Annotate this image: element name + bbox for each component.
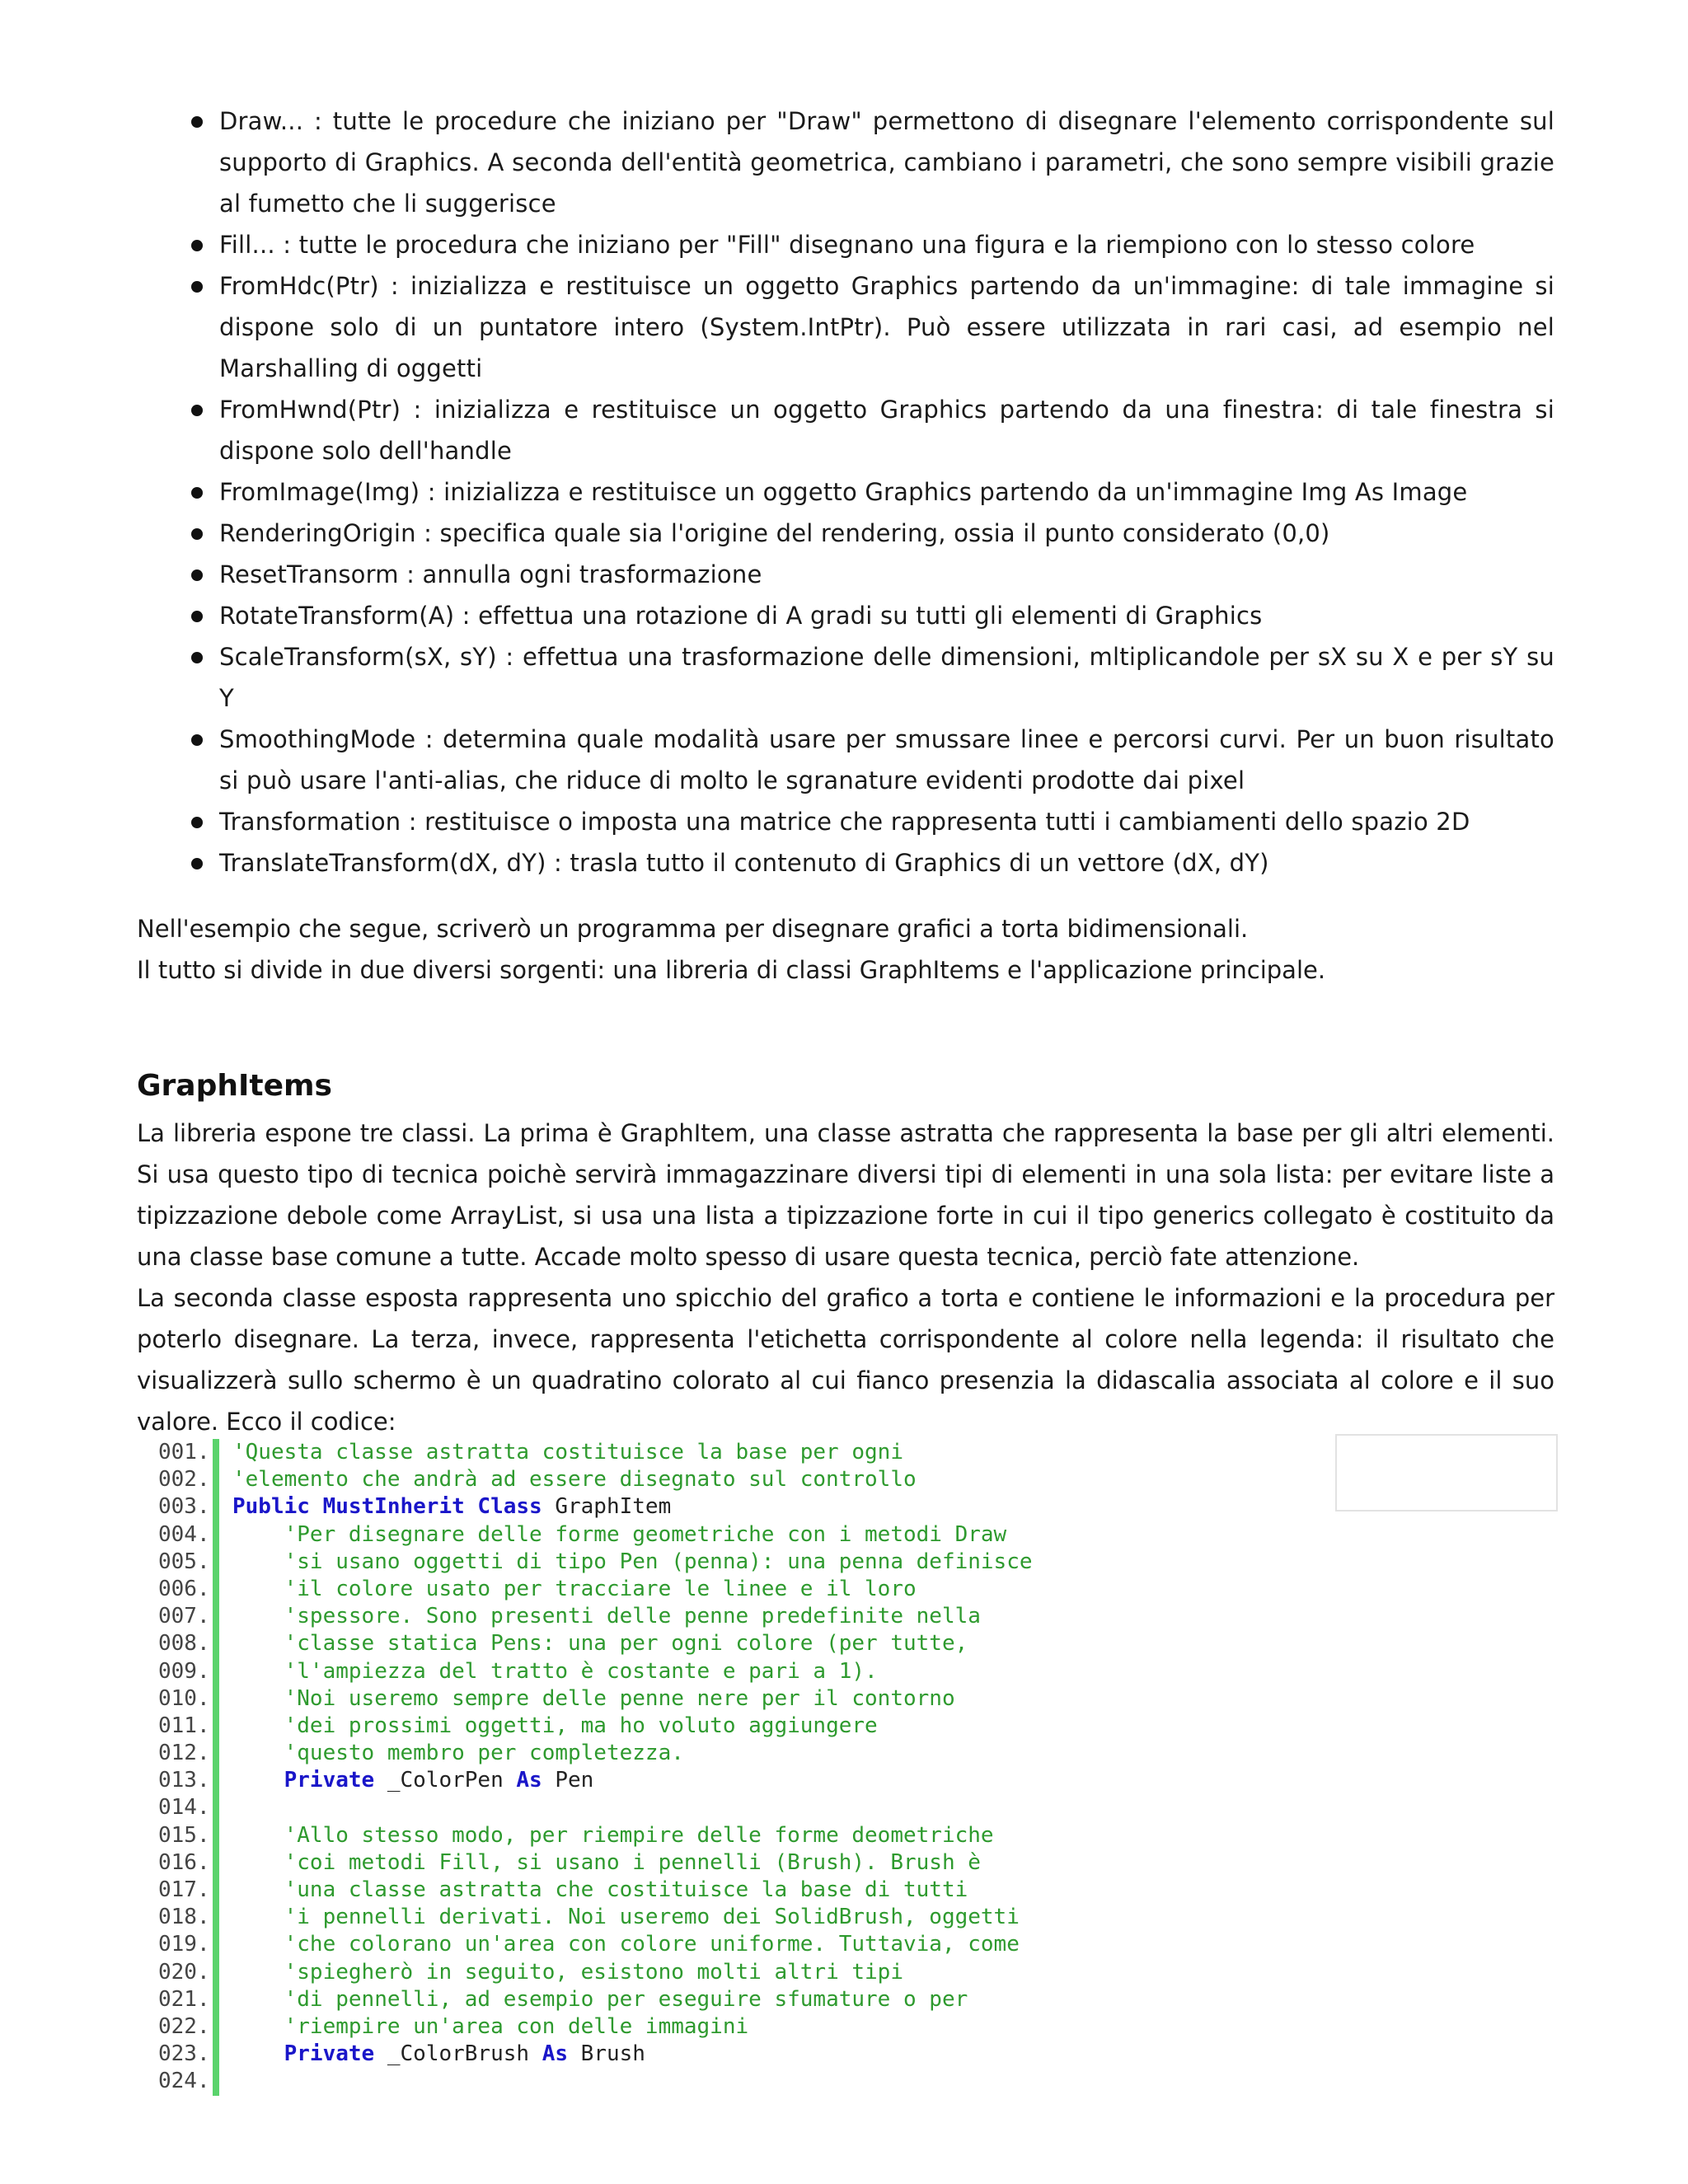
gutter-bar (213, 1466, 219, 1493)
code-line (158, 1630, 1559, 1657)
intro-text (137, 908, 1554, 991)
code-comment: 'classe statica Pens: una per ogni colore (per tutte, (284, 1631, 968, 1657)
intro-line: Nell'esempio che segue, scriverò un programma per disegnare grafici a torta bidimensionali. (137, 915, 1249, 943)
gutter-bar (213, 1959, 219, 1986)
code-line (158, 1931, 1559, 1958)
code-line (158, 1521, 1559, 1549)
line-number: 004. (158, 1521, 210, 1547)
section-heading: GraphItems (137, 1069, 332, 1103)
line-number: 001. (158, 1440, 210, 1465)
code-line (158, 1904, 1559, 1931)
code-line (158, 2013, 1559, 2041)
gutter-bar (213, 1767, 219, 1794)
list-item: RenderingOrigin : specifica quale sia l'origine del rendering, ossia il punto considerato (0,0) (137, 513, 1554, 554)
code-text (232, 1439, 903, 1466)
code-text (232, 1767, 593, 1794)
line-number: 010. (158, 1685, 210, 1711)
code-comment: 'spessore. Sono presenti delle penne predefinite nella (284, 1604, 981, 1629)
code-line (158, 1603, 1559, 1630)
code-text (232, 1466, 917, 1493)
code-comment: 'l'ampiezza del tratto è costante e pari a 1). (284, 1658, 878, 1684)
document-body (137, 101, 1554, 1442)
list-item: Transformation : restituisce o imposta una matrice che rappresenta tutti i cambiamenti dello spazio 2D (137, 801, 1554, 842)
bullet-icon (191, 734, 203, 746)
gutter-bar (213, 1521, 219, 1549)
gutter-bar (213, 1658, 219, 1685)
line-number: 007. (158, 1604, 210, 1629)
code-keyword: Private (284, 2041, 375, 2067)
code-token: _ColorPen (374, 1768, 517, 1793)
code-text (232, 1904, 1020, 1931)
gutter-bar (213, 1794, 219, 1821)
code-keyword: As (516, 1768, 542, 1793)
code-line (158, 1658, 1559, 1685)
line-number: 024. (158, 2069, 210, 2094)
code-token: Brush (568, 2041, 645, 2067)
list-item: SmoothingMode : determina quale modalità usare per smussare linee e percorsi curvi. Per un buon risultato si può usare l'anti-alias, che riduce di molto le sgranature evidenti prodotte dai pixel (137, 719, 1554, 801)
bullet-icon (191, 569, 203, 581)
code-text (232, 1849, 981, 1877)
code-comment: 'Per disegnare delle forme geometriche con i metodi Draw (284, 1521, 1007, 1547)
code-text (232, 1822, 994, 1849)
code-keyword: As (542, 2041, 569, 2067)
code-text (232, 1740, 684, 1767)
code-block (158, 1439, 1559, 2096)
code-text (232, 2013, 748, 2041)
code-comment: 'Noi useremo sempre delle penne nere per il contorno (284, 1685, 955, 1711)
gutter-bar (213, 1904, 219, 1931)
gutter-bar (213, 1685, 219, 1713)
line-number: 018. (158, 1905, 210, 1930)
code-text (232, 1959, 903, 1986)
bullet-icon (191, 652, 203, 663)
gutter-bar (213, 2013, 219, 2041)
line-number: 019. (158, 1932, 210, 1957)
code-token: Pen (542, 1768, 594, 1793)
code-toolbar-placeholder (1335, 1434, 1558, 1511)
code-comment: 'il colore usato per tracciare le linee e il loro (284, 1576, 917, 1601)
gutter-bar (213, 1740, 219, 1767)
gutter-bar (213, 2068, 219, 2095)
line-number: 005. (158, 1549, 210, 1574)
gutter-bar (213, 1986, 219, 2013)
line-number: 012. (158, 1741, 210, 1766)
code-comment: 'che colorano un'area con colore uniforme. Tuttavia, come (284, 1932, 1020, 1957)
code-keyword: Public MustInherit Class (232, 1494, 542, 1520)
code-token: _ColorBrush (374, 2041, 542, 2067)
gutter-bar (213, 1576, 219, 1603)
line-number: 016. (158, 1849, 210, 1875)
line-number: 015. (158, 1822, 210, 1848)
list-item: ResetTransorm : annulla ogni trasformazione (137, 554, 1554, 595)
code-comment: 'si usano oggetti di tipo Pen (penna): una penna definisce (284, 1549, 1033, 1574)
code-line (158, 2068, 1559, 2095)
code-text (232, 1986, 968, 2013)
section-paragraph: La seconda classe esposta rappresenta uno spicchio del grafico a torta e contiene le informazioni e la procedura per poterlo disegnare. La terza, invece, rappresenta l'etichetta corrispondente al colore nella legenda: il risultato che visualizzerà sullo schermo è un quadratino colorato al cui fianco presenzia la didascalia associata al colore e il suo valore. Ecco il codice: (137, 1284, 1554, 1436)
line-number: 003. (158, 1494, 210, 1520)
line-number: 017. (158, 1877, 210, 1902)
line-number: 014. (158, 1795, 210, 1821)
code-line (158, 1986, 1559, 2013)
code-text (232, 1630, 968, 1657)
line-number: 022. (158, 2013, 210, 2039)
code-line (158, 1877, 1559, 1904)
code-text (232, 1549, 1033, 1576)
code-comment: 'elemento che andrà ad essere disegnato sul controllo (232, 1467, 917, 1493)
code-text (232, 1931, 1020, 1958)
gutter-bar (213, 1493, 219, 1521)
bullet-icon (191, 116, 203, 128)
gutter-bar (213, 1549, 219, 1576)
list-item: ScaleTransform(sX, sY) : effettua una trasformazione delle dimensioni, mltiplicandole per sX su X e per sY su Y (137, 636, 1554, 719)
line-number: 023. (158, 2041, 210, 2067)
list-item: Fill... : tutte le procedura che iniziano per "Fill" disegnano una figura e la riempiono con lo stesso colore (137, 224, 1554, 265)
list-item: FromImage(Img) : inizializza e restituisce un oggetto Graphics partendo da un'immagine Img As Image (137, 471, 1554, 513)
code-line (158, 1959, 1559, 1986)
code-line (158, 1822, 1559, 1849)
code-comment: 'Questa classe astratta costituisce la base per ogni (232, 1440, 903, 1465)
list-item: FromHwnd(Ptr) : inizializza e restituisce un oggetto Graphics partendo da una finestra: di tale finestra si dispone solo dell'handle (137, 389, 1554, 471)
code-line (158, 1849, 1559, 1877)
code-text (232, 1685, 955, 1713)
list-item: FromHdc(Ptr) : inizializza e restituisce un oggetto Graphics partendo da un'immagine: di tale immagine si dispone solo di un puntatore intero (System.IntPtr). Può essere utilizzata in rari casi, ad esempio nel Marshalling di oggetti (137, 265, 1554, 389)
bullet-icon (191, 487, 203, 499)
code-text (232, 1493, 671, 1521)
gutter-bar (213, 1630, 219, 1657)
code-comment: 'i pennelli derivati. Noi useremo dei SolidBrush, oggetti (284, 1905, 1020, 1930)
line-number: 002. (158, 1467, 210, 1493)
bullet-icon (191, 611, 203, 622)
line-number: 021. (158, 1986, 210, 2012)
code-line (158, 2041, 1559, 2068)
code-comment: 'di pennelli, ad esempio per eseguire sfumature o per (284, 1986, 968, 2012)
line-number: 006. (158, 1576, 210, 1601)
code-line (158, 1794, 1559, 1821)
gutter-bar (213, 1931, 219, 1958)
gutter-bar (213, 1849, 219, 1877)
list-item: TranslateTransform(dX, dY) : trasla tutto il contenuto di Graphics di un vettore (dX, dY) (137, 842, 1554, 883)
line-number: 013. (158, 1768, 210, 1793)
gutter-bar (213, 1439, 219, 1466)
gutter-bar (213, 1822, 219, 1849)
code-token: GraphItem (542, 1494, 672, 1520)
list-item: RotateTransform(A) : effettua una rotazione di A gradi su tutti gli elementi di Graphics (137, 595, 1554, 636)
line-number: 009. (158, 1658, 210, 1684)
intro-line: Il tutto si divide in due diversi sorgenti: una libreria di classi GraphItems e l'applicazione principale. (137, 956, 1326, 984)
code-line (158, 1740, 1559, 1767)
code-keyword: Private (284, 1768, 375, 1793)
code-text (232, 1658, 878, 1685)
code-comment: 'spiegherò in seguito, esistono molti altri tipi (284, 1959, 903, 1985)
code-line (158, 1549, 1559, 1576)
line-number: 008. (158, 1631, 210, 1657)
gutter-bar (213, 1603, 219, 1630)
gutter-bar (213, 1713, 219, 1740)
bullet-icon (191, 405, 203, 416)
code-comment: 'questo membro per completezza. (284, 1741, 684, 1766)
code-text (232, 1877, 968, 1904)
bullet-icon (191, 817, 203, 828)
line-number: 020. (158, 1959, 210, 1985)
code-text (232, 2041, 645, 2068)
bullet-icon (191, 858, 203, 869)
code-line (158, 1767, 1559, 1794)
line-number: 011. (158, 1713, 210, 1738)
code-comment: 'riempire un'area con delle immagini (284, 2013, 749, 2039)
code-text (232, 1521, 1006, 1549)
code-text (232, 1603, 981, 1630)
bullet-icon (191, 281, 203, 293)
code-comment: 'dei prossimi oggetti, ma ho voluto aggiungere (284, 1713, 878, 1738)
graphics-members-list (137, 101, 1554, 883)
code-text (232, 1576, 917, 1603)
gutter-bar (213, 1877, 219, 1904)
code-comment: 'coi metodi Fill, si usano i pennelli (Brush). Brush è (284, 1849, 981, 1875)
section-paragraph: La libreria espone tre classi. La prima è GraphItem, una classe astratta che rappresenta la base per gli altri elementi. Si usa questo tipo di tecnica poichè servirà immagazzinare diversi tipi di elementi in una sola lista: per evitare liste a tipizzazione debole come ArrayList, si usa una lista a tipizzazione forte in cui il tipo generics collegato è costituito da una classe base comune a tutte. Accade molto spesso di usare questa tecnica, perciò fate attenzione. (137, 1119, 1554, 1271)
code-text (232, 1713, 878, 1740)
code-comment: 'Allo stesso modo, per riempire delle forme deometriche (284, 1822, 994, 1848)
code-comment: 'una classe astratta che costituisce la base di tutti (284, 1877, 968, 1902)
list-item: Draw... : tutte le procedure che iniziano per "Draw" permettono di disegnare l'elemento corrispondente sul supporto di Graphics. A seconda dell'entità geometrica, cambiano i parametri, che sono sempre visibili grazie al fumetto che li suggerisce (137, 101, 1554, 224)
bullet-icon (191, 240, 203, 251)
bullet-icon (191, 528, 203, 540)
code-line (158, 1713, 1559, 1740)
code-line (158, 1576, 1559, 1603)
code-line (158, 1685, 1559, 1713)
gutter-bar (213, 2041, 219, 2068)
